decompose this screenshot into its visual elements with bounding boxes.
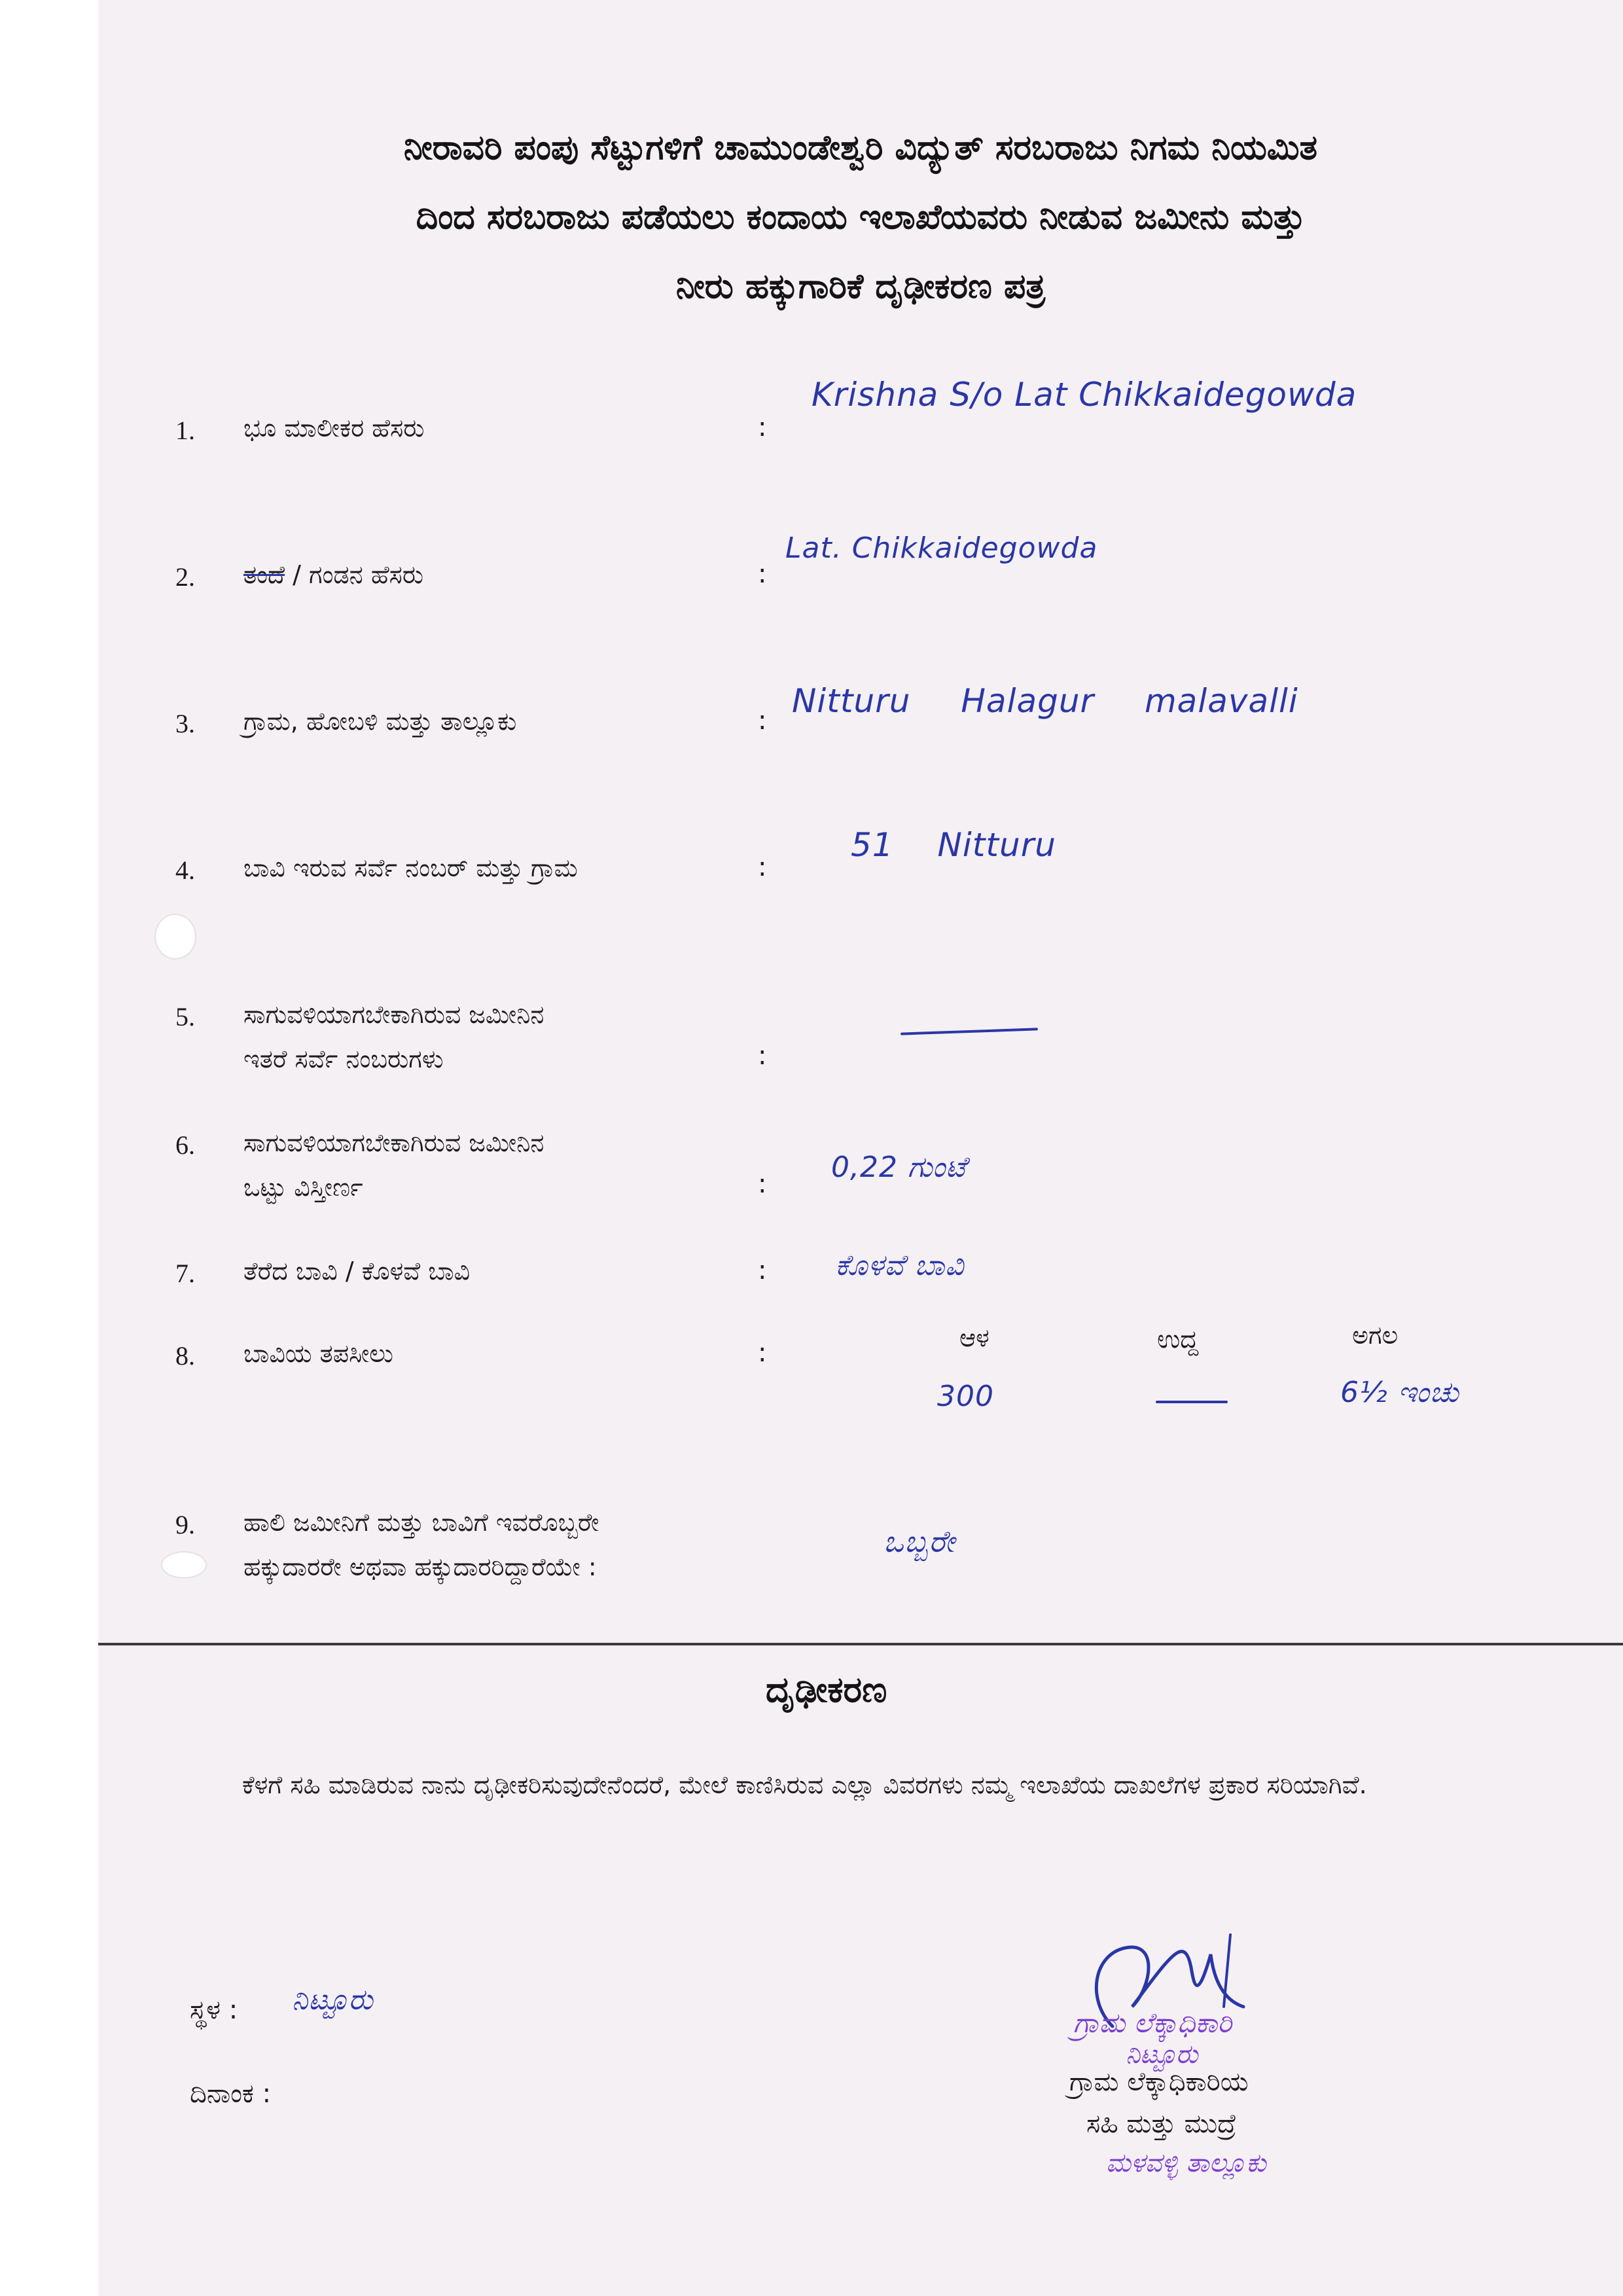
item-8-value-width: 6½ ಇಂಚು <box>1340 1376 1459 1409</box>
item-8-value-depth: 300 <box>937 1380 994 1413</box>
item-4-value: 51 Nitturu <box>851 826 1056 864</box>
item-6-label-line-2: ಒಟ್ಟು ವಿಸ್ತೀರ್ಣ <box>243 1173 363 1202</box>
item-6-value: 0,22 ಗುಂಟೆ <box>831 1151 967 1184</box>
item-8-label: ಬಾವಿಯ ತಪಸೀಲು <box>243 1339 393 1368</box>
signatory-line-2: ಸಹಿ ಮತ್ತು ಮುದ್ರೆ <box>1086 2109 1237 2139</box>
stamp-text-line-3: ಮಳವಳ್ಳಿ ತಾಲ್ಲೂಕು <box>1106 2148 1266 2178</box>
item-2-label-rest: / ಗಂಡನ ಹೆಸರು <box>293 560 424 589</box>
item-8-colon: : <box>758 1338 767 1368</box>
signatory-line-1: ಗ್ರಾಮ ಲೆಕ್ಕಾಧಿಕಾರಿಯ <box>1069 2067 1249 2097</box>
item-5-colon: : <box>758 1041 767 1071</box>
item-4-number: 4. <box>175 855 195 885</box>
certification-heading: ದೃಢೀಕರಣ <box>766 1669 887 1710</box>
item-3-value: Nitturu Halagur malavalli <box>792 682 1298 720</box>
item-6-label-line-1: ಸಾಗುವಳಿಯಾಗಬೇಕಾಗಿರುವ ಜಮೀನಿನ <box>243 1128 544 1157</box>
item-5-label-line-2: ಇತರೆ ಸರ್ವೆ ನಂಬರುಗಳು <box>243 1045 444 1073</box>
signature-block <box>1021 1937 1387 2212</box>
document-title-line-3: ನೀರು ಹಕ್ಕುಗಾರಿಕೆ ದೃಢೀಕರಣ ಪತ್ರ <box>675 267 1046 306</box>
item-1-colon: : <box>758 412 767 442</box>
certification-paragraph: ಕೆಳಗೆ ಸಹಿ ಮಾಡಿರುವ ನಾನು ದೃಢೀಕರಿಸುವುದೇನೆಂದರೆ, ಮೇಲೆ ಕಾಣಿಸಿರುವ ಎಲ್ಲಾ ವಿವರಗಳು ನಮ್ಮ ಇಲಾಖೆಯ ದಾಖಲೆಗಳ ಪ್ರಕಾರ ಸರಿಯಾಗಿವೆ. <box>242 1770 1367 1799</box>
item-1-number: 1. <box>175 416 195 445</box>
item-2-value: Lat. Chikkaidegowda <box>785 531 1098 565</box>
item-2-label-struck: ತಂದೆ <box>243 560 285 589</box>
item-5-number: 5. <box>175 1002 195 1031</box>
item-1-label: ಭೂ ಮಾಲೀಕರ ಹೆಸರು <box>243 414 425 442</box>
document-title-line-2: ದಿಂದ ಸರಬರಾಜು ಪಡೆಯಲು ಕಂದಾಯ ಇಲಾಖೆಯವರು ನೀಡುವ ಜಮೀನು ಮತ್ತು <box>416 198 1306 237</box>
item-9-number: 9. <box>175 1510 195 1539</box>
section-divider <box>98 1643 1623 1645</box>
item-9-value: ಒಬ್ಬರೇ <box>883 1524 955 1559</box>
document-title-line-1: ನೀರಾವರಿ ಪಂಪು ಸೆಟ್ಟುಗಳಿಗೆ ಚಾಮುಂಡೇಶ್ವರಿ ವಿದ್ಯುತ್ ಸರಬರಾಜು ನಿಗಮ ನಿಯಮಿತ <box>403 128 1318 168</box>
stamp-text-line-2: ನಿಟ್ಟೂರು <box>1126 2039 1198 2070</box>
item-3-number: 3. <box>175 709 195 738</box>
item-8-header-width: ಅಗಲ <box>1352 1321 1399 1350</box>
item-8-header-depth: ಆಳ <box>959 1323 990 1352</box>
item-7-number: 7. <box>175 1259 195 1288</box>
item-3-colon: : <box>758 706 767 736</box>
punch-hole-top <box>154 914 196 960</box>
item-5-label-line-1: ಸಾಗುವಳಿಯಾಗಬೇಕಾಗಿರುವ ಜಮೀನಿನ <box>243 1000 544 1029</box>
item-9-label-line-1: ಹಾಲಿ ಜಮೀನಿಗೆ ಮತ್ತು ಬಾವಿಗೆ ಇವರೊಬ್ಬರೇ <box>243 1508 599 1537</box>
item-1-value: Krishna S/o Lat Chikkaidegowda <box>812 376 1357 414</box>
item-2-number: 2. <box>175 562 195 592</box>
item-8-header-length: ಉದ್ದ <box>1157 1325 1199 1354</box>
item-7-value: ಕೊಳವೆ ಬಾವಿ <box>835 1249 965 1282</box>
item-9-label-line-2: ಹಕ್ಕುದಾರರೇ ಅಥವಾ ಹಕ್ಕುದಾರರಿದ್ದಾರೆಯೇ : <box>243 1552 597 1581</box>
item-3-label: ಗ್ರಾಮ, ಹೋಬಳಿ ಮತ್ತು ತಾಲ್ಲೂಕು <box>243 707 517 736</box>
item-7-colon: : <box>758 1255 767 1285</box>
item-4-colon: : <box>758 852 767 882</box>
item-7-label: ತೆರೆದ ಬಾವಿ / ಕೊಳವೆ ಬಾವಿ <box>243 1257 471 1285</box>
stamp-text-line-1: ಗ್ರಾಮ ಲೆಕ್ಕಾಧಿಕಾರಿ <box>1073 2007 1232 2039</box>
place-value: ನಿಟ್ಟೂರು <box>292 1983 374 2017</box>
place-label: ಸ್ಥಳ : <box>190 1995 238 2025</box>
item-8-number: 8. <box>175 1341 195 1371</box>
item-4-label: ಬಾವಿ ಇರುವ ಸರ್ವೆ ನಂಬರ್ ಮತ್ತು ಗ್ರಾಮ <box>243 853 578 882</box>
item-2-colon: : <box>758 559 767 589</box>
date-label: ದಿನಾಂಕ : <box>190 2079 272 2109</box>
item-2-label <box>243 552 423 597</box>
item-8-value-length-dash <box>1156 1401 1228 1403</box>
item-6-colon: : <box>758 1169 767 1199</box>
punch-hole-bottom <box>161 1551 207 1579</box>
item-6-number: 6. <box>175 1130 195 1160</box>
